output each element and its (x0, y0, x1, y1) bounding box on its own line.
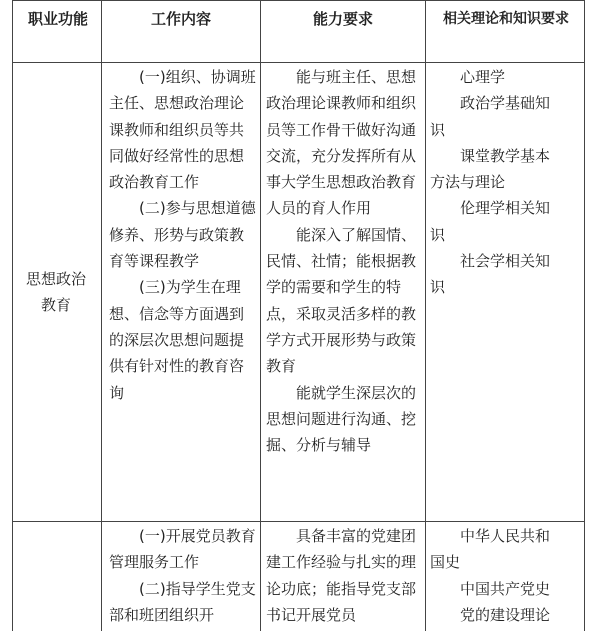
work-item: (二)参与思想道德修养、形势与政策教育等课程教学 (109, 199, 256, 271)
column-divider-3 (425, 0, 426, 631)
row2-knowledge (430, 523, 558, 628)
header-divider (12, 62, 585, 63)
header-knowledge (436, 6, 576, 32)
table-border-left (12, 0, 13, 631)
row1-ability (266, 64, 418, 458)
ability-item: 具备丰富的党建团建工作经验与扎实的理论功底；能指导党支部书记开展党员 (266, 527, 417, 624)
work-item: (二)指导学生党支部和班团组织开 (109, 579, 256, 624)
header-knowledge-text: 相关理论和知识要求 (443, 11, 569, 27)
work-item: (一)开展党员教育管理服务工作 (109, 527, 256, 572)
knowledge-item: 中国共产党史 (460, 579, 551, 598)
row2-ability (266, 523, 418, 628)
knowledge-item: 党的建设理论 (460, 605, 551, 624)
header-ability-text: 能力要求 (312, 10, 373, 28)
column-divider-1 (101, 0, 102, 631)
table-border-top (12, 0, 585, 1)
knowledge-item: 政治学基础知识 (430, 94, 551, 139)
header-ability (261, 6, 425, 32)
header-function (22, 6, 94, 32)
knowledge-item: 心理学 (460, 68, 506, 86)
row1-knowledge (430, 64, 558, 301)
ability-item: 能与班主任、思想政治理论课教师和组织员等工作骨干做好沟通交流，充分发挥所有从事大学生思想政治教育人员的育人作用 (266, 68, 417, 218)
header-function-text: 职业功能 (27, 10, 88, 28)
header-work-content (102, 6, 260, 32)
work-item: (三)为学生在理想、信念等方面遇到的深层次思想问题提供有针对性的教育咨询 (109, 278, 245, 402)
knowledge-item: 社会学相关知识 (430, 252, 551, 297)
row1-work-content (109, 64, 257, 406)
knowledge-item: 伦理学相关知识 (430, 199, 551, 244)
row2-work-content (109, 523, 257, 628)
knowledge-item: 中华人民共和国史 (430, 527, 551, 572)
table-border-right (584, 0, 585, 631)
row1-function-text: 思想政治教育 (25, 270, 86, 314)
row1-function (24, 266, 88, 318)
column-divider-2 (260, 0, 261, 631)
ability-item: 能就学生深层次的思想问题进行沟通、挖掘、分析与辅导 (266, 383, 417, 455)
knowledge-item: 课堂教学基本方法与理论 (430, 146, 551, 192)
row-divider (12, 521, 585, 522)
ability-item: 能深入了解国情、民情、社情；能根据教学的需要和学生的特点，采取灵活多样的教学方式开展形势与政策教育 (266, 225, 417, 376)
work-item: (一)组织、协调班主任、思想政治理论课教师和组织员等共同做好经常性的思想政治教育工作 (109, 68, 256, 192)
header-work-content-text: 工作内容 (150, 10, 211, 28)
